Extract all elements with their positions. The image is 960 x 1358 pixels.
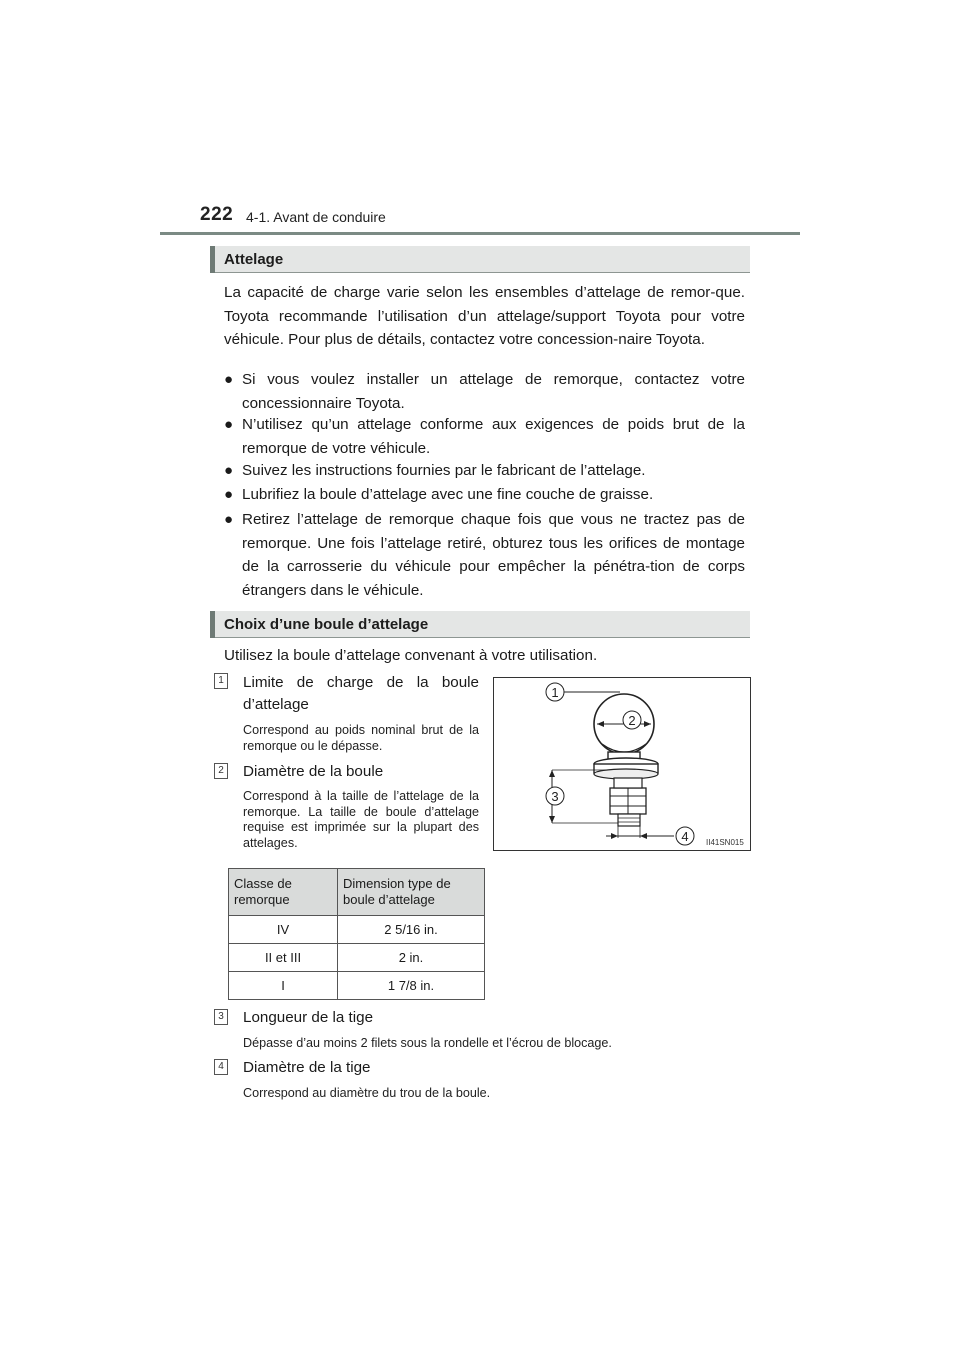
arrow-head bbox=[640, 833, 647, 839]
callout-4 bbox=[676, 827, 694, 845]
arrow-head bbox=[549, 770, 555, 777]
item-desc: Correspond au diamètre du trou de la boule. bbox=[243, 1086, 491, 1100]
black-circle-icon: ● bbox=[224, 511, 234, 528]
table-header-cell: Classe de remorque bbox=[229, 869, 338, 916]
bullet-text: Retirez l’attelage de remorque chaque fois que vous ne tractez pas de remorque. Une fois l’attelage retiré, obturez tous les orifices de montage de la carrosserie du véhicule pour empêcher la pénétra-tion de corps étrangers dans le véhicule. bbox=[242, 511, 745, 599]
table-cell: 2 5/16 in. bbox=[338, 916, 485, 944]
choix-heading bbox=[210, 611, 750, 638]
section-label: 4-1. Avant de conduire bbox=[246, 209, 386, 225]
header-rule bbox=[160, 232, 800, 235]
table-row bbox=[229, 916, 485, 944]
tow-ball-diagram bbox=[494, 678, 750, 850]
item-number: 2 bbox=[214, 763, 228, 779]
svg-text:3: 3 bbox=[551, 789, 559, 804]
svg-text:2: 2 bbox=[628, 713, 636, 728]
table-cell: 1 7/8 in. bbox=[338, 972, 485, 1000]
table-header-cell: Dimension type de boule d’attelage bbox=[338, 869, 485, 916]
heading-bar bbox=[210, 246, 215, 273]
tow-ball-figure bbox=[493, 677, 751, 851]
item-title: Longueur de la tige bbox=[243, 1009, 374, 1026]
arrow-head bbox=[549, 816, 555, 823]
bullet-item bbox=[224, 508, 745, 602]
black-circle-icon: ● bbox=[224, 462, 234, 479]
black-circle-icon: ● bbox=[224, 416, 234, 433]
black-circle-icon: ● bbox=[224, 371, 234, 388]
table-cell: IV bbox=[229, 916, 338, 944]
attelage-heading-text: Attelage bbox=[224, 251, 284, 268]
table-cell: II et III bbox=[229, 944, 338, 972]
table-header-row bbox=[229, 869, 485, 916]
item-title: Diamètre de la tige bbox=[243, 1059, 371, 1076]
black-circle-icon: ● bbox=[224, 486, 234, 503]
attelage-intro: La capacité de charge varie selon les ensembles d’attelage de remor-que. Toyota recommande l’utilisation d’un attelage/support Toyota pour votre véhicule. Pour plus de détails, contactez votre concession-naire Toyota. bbox=[224, 284, 745, 348]
item-desc: Correspond à la taille de l’attelage de la remorque. La taille de boule d’attelage requise est imprimée sur la plupart des attelages. bbox=[243, 789, 479, 850]
item-number: 3 bbox=[214, 1009, 228, 1025]
heading-bar bbox=[210, 611, 215, 638]
shank-bottom bbox=[618, 814, 640, 826]
callout-2 bbox=[623, 711, 641, 729]
table-row bbox=[229, 972, 485, 1000]
bullet-text: Si vous voulez installer un attelage de remorque, contactez votre concessionnaire Toyota. bbox=[242, 371, 745, 412]
svg-text:1: 1 bbox=[551, 685, 559, 700]
page-number: 222 bbox=[200, 204, 234, 225]
bullet-item bbox=[224, 459, 745, 483]
table-row bbox=[229, 944, 485, 972]
bullet-item bbox=[224, 368, 745, 415]
shank-top bbox=[614, 778, 642, 788]
item-number: 1 bbox=[214, 673, 228, 689]
choix-intro: Utilisez la boule d’attelage convenant à votre utilisation. bbox=[224, 647, 598, 664]
callout-3 bbox=[546, 787, 564, 805]
item-number: 4 bbox=[214, 1059, 228, 1075]
bullet-text: Lubrifiez la boule d’attelage avec une fine couche de graisse. bbox=[242, 486, 654, 503]
bullet-item bbox=[224, 413, 745, 460]
hitch-ball-table bbox=[228, 868, 485, 1000]
figure-code: II41SN015 bbox=[706, 838, 744, 847]
bullet-text: N’utilisez qu’un attelage conforme aux exigences de poids brut de la remorque de votre véhicule. bbox=[242, 416, 745, 457]
svg-text:4: 4 bbox=[681, 829, 689, 844]
bullet-text: Suivez les instructions fournies par le fabricant de l’attelage. bbox=[242, 462, 646, 479]
attelage-heading bbox=[210, 246, 750, 273]
callout-1 bbox=[546, 683, 564, 701]
arrow-head bbox=[611, 833, 618, 839]
choix-heading-text: Choix d’une boule d’attelage bbox=[224, 616, 429, 633]
item-title: Limite de charge de la boule d’attelage bbox=[243, 674, 479, 713]
table-cell: I bbox=[229, 972, 338, 1000]
item-desc: Correspond au poids nominal brut de la remorque ou le dépasse. bbox=[243, 723, 479, 753]
item-desc: Dépasse d’au moins 2 filets sous la rondelle et l’écrou de blocage. bbox=[243, 1036, 612, 1050]
table-cell: 2 in. bbox=[338, 944, 485, 972]
item-title: Diamètre de la boule bbox=[243, 763, 384, 780]
bullet-item bbox=[224, 483, 745, 507]
